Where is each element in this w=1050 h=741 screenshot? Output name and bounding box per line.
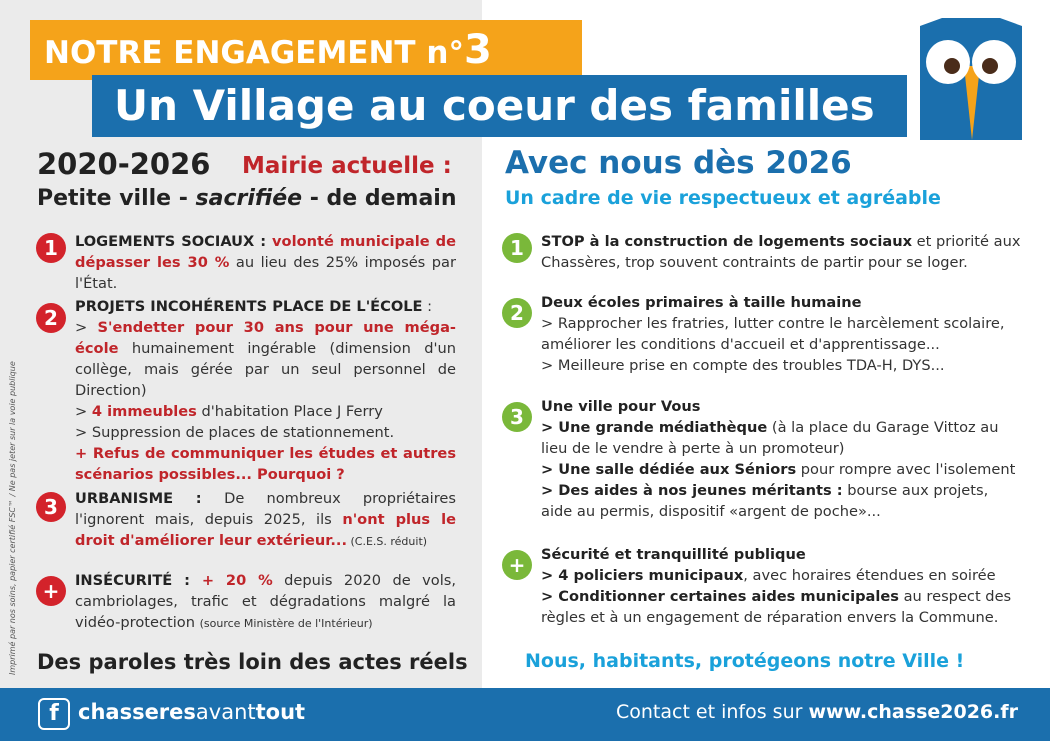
facebook-handle[interactable]: chasseresavanttout bbox=[78, 700, 306, 724]
right-badge-3: 3 bbox=[502, 402, 532, 432]
website-link[interactable]: www.chasse2026.fr bbox=[808, 701, 1018, 723]
print-note: Imprimé par nos soins, papier certifié FSC™ / Ne pas jeter sur la voie publique bbox=[8, 361, 17, 675]
right-badge-2: 2 bbox=[502, 298, 532, 328]
left-item-projets: PROJETS INCOHÉRENTS PLACE DE L'ÉCOLE : > S'endetter pour 30 ans pour une méga-école humainement ingérable (dimension d'un collège, mais gérée par un seul personnel de Direction) > 4 immeubles d'habitation Place J Ferry > Suppression de places de stationnement. + Refus de communiquer les études et autres scénarios possibles... Pourquoi ? bbox=[75, 298, 456, 483]
left-mairie-label: Mairie actuelle : bbox=[242, 153, 452, 179]
engagement-label: NOTRE ENGAGEMENT n° bbox=[44, 35, 464, 71]
left-badge-3: 3 bbox=[36, 492, 66, 522]
left-subtitle: Petite ville - sacrifiée - de demain bbox=[37, 186, 457, 211]
right-subtitle: Un cadre de vie respectueux et agréable bbox=[505, 187, 941, 209]
owl-logo-icon bbox=[920, 18, 1022, 140]
right-item-ville: Une ville pour Vous > Une grande médiathèque (à la place du Garage Vittoz au lieu de le vendre à perte à un promoteur) > Une salle dédiée aux Séniors pour rompre avec l'isolement > Des aides à nos jeunes méritants : bourse aux projets, aide au permis, dispositif «argent de poche»... bbox=[541, 398, 1016, 520]
engagement-number: 3 bbox=[463, 27, 492, 73]
left-badge-plus: + bbox=[36, 576, 66, 606]
left-item-insecurite: INSÉCURITÉ : + 20 % depuis 2020 de vols, cambriolages, trafic et dégradations malgré la vidéo-protection (source Ministère de l'Intérieur) bbox=[75, 572, 457, 631]
right-item-securite: Sécurité et tranquillité publique > 4 policiers municipaux, avec horaires étendues en soirée > Conditionner certaines aides municipales au respect des règles et à un engagement de réparation envers la Commune. bbox=[541, 546, 1012, 626]
left-badge-1: 1 bbox=[36, 233, 66, 263]
footer bbox=[0, 688, 1050, 741]
right-badge-plus: + bbox=[502, 550, 532, 580]
left-badge-2: 2 bbox=[36, 303, 66, 333]
page-title: Un Village au coeur des familles bbox=[92, 75, 907, 137]
left-item-urbanisme: URBANISME : De nombreux propriétaires l'ignorent mais, depuis 2025, ils n'ont plus le droit d'améliorer leur extérieur... (C.E.S. réduit) bbox=[75, 490, 456, 549]
left-item-logements: LOGEMENTS SOCIAUX : volonté municipale de dépasser les 30 % au lieu des 25% imposés par l'État. bbox=[75, 233, 456, 292]
engagement-banner bbox=[30, 20, 582, 80]
left-conclusion: Des paroles très loin des actes réels bbox=[37, 650, 468, 674]
left-years: 2020-2026 bbox=[37, 147, 211, 181]
right-conclusion: Nous, habitants, protégeons notre Ville ! bbox=[525, 650, 965, 672]
right-badge-1: 1 bbox=[502, 233, 532, 263]
right-item-ecoles: Deux écoles primaires à taille humaine > Rapprocher les fratries, lutter contre le harcèlement scolaire, améliorer les conditions d'accueil et d'apprentissage... > Meilleure prise en compte des troubles TDA-H, DYS... bbox=[541, 294, 1005, 374]
right-item-stop-logements: STOP à la construction de logements sociaux et priorité aux Chassères, trop souvent contraints de partir pour se loger. bbox=[541, 233, 1021, 271]
right-title: Avec nous dès 2026 bbox=[505, 145, 852, 181]
contact-info: Contact et infos sur www.chasse2026.fr bbox=[615, 701, 1018, 723]
facebook-icon[interactable]: f bbox=[38, 698, 70, 730]
